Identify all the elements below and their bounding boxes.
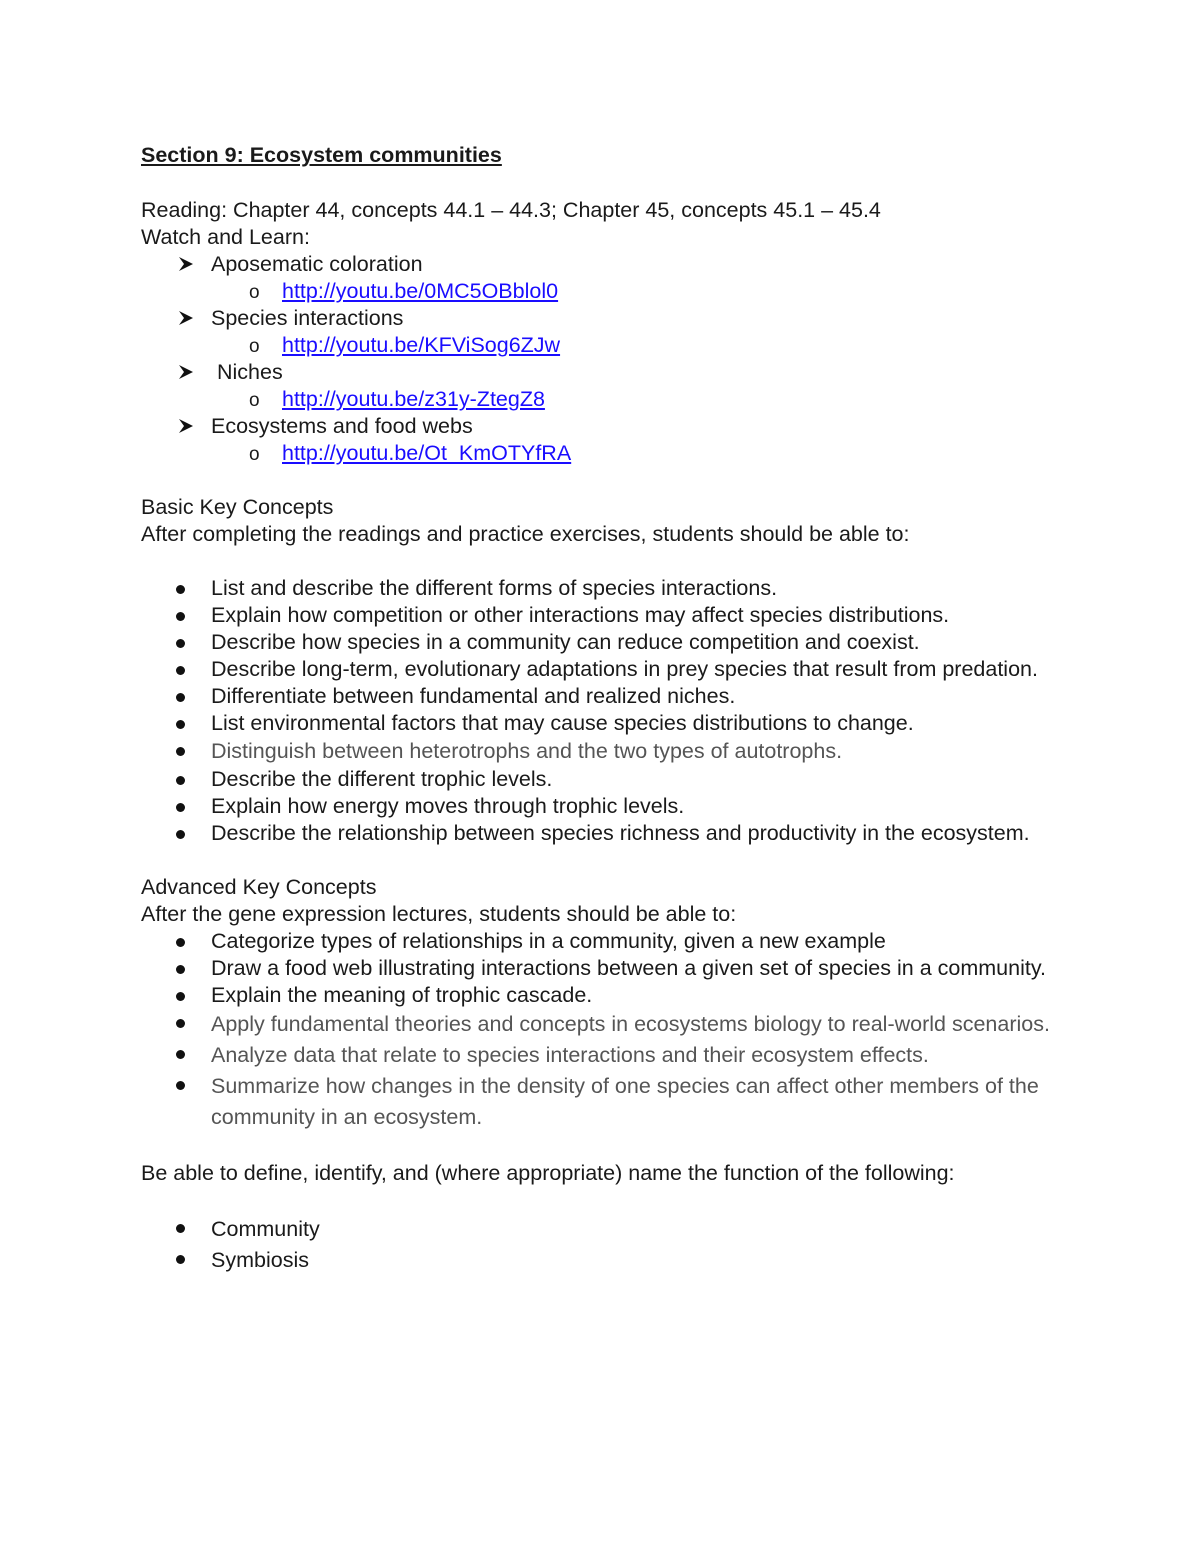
basic-intro: After completing the readings and practice exercises, students should be able to: [141,522,910,546]
advanced-heading: Advanced Key Concepts [141,875,377,899]
arrow-bullet-icon [177,363,195,381]
watch-item-label: Aposematic coloration [211,252,423,276]
bullet-dot-icon [176,666,185,675]
list-item: Summarize how changes in the density of one species can affect other members of the community in an ecosystem. [141,1071,1061,1133]
bullet-dot-icon [176,612,185,621]
bullet-dot-icon [176,693,185,702]
list-item: Draw a food web illustrating interactions between a given set of species in a community. [141,955,1061,982]
basic-heading: Basic Key Concepts [141,495,334,519]
list-item: Explain the meaning of trophic cascade. [141,982,1061,1009]
document-page [141,140,1061,1276]
bullet-dot-icon [176,585,185,594]
list-item: Explain how energy moves through trophic levels. [141,793,1061,820]
bullet-dot-icon [176,1255,185,1264]
basic-concepts-list [141,575,1061,847]
video-link[interactable]: http://youtu.be/z31y-ZtegZ8 [282,387,545,411]
watch-item-label: Species interactions [211,306,404,330]
bullet-dot-icon [176,1081,185,1090]
advanced-intro: After the gene expression lectures, students should be able to: [141,902,737,926]
list-item: Categorize types of relationships in a community, given a new example [141,928,1061,955]
watch-heading: Watch and Learn: [141,225,310,249]
arrow-bullet-icon [177,255,195,273]
video-link-row [141,332,1061,359]
bullet-dot-icon [176,776,185,785]
list-item: Symbiosis [141,1245,1061,1276]
video-link-row [141,386,1061,413]
watch-item-label: Niches [211,360,283,384]
bullet-dot-icon [176,965,185,974]
circle-bullet-icon: o [249,444,260,465]
watch-item-label: Ecosystems and food webs [211,414,473,438]
list-item: Describe the different trophic levels. [141,766,1061,793]
list-item: Describe how species in a community can reduce competition and coexist. [141,629,1061,656]
list-item: Differentiate between fundamental and realized niches. [141,683,1061,710]
list-item: Apply fundamental theories and concepts in ecosystems biology to real-world scenarios. [141,1009,1061,1040]
list-item: List environmental factors that may cause species distributions to change. [141,710,1061,737]
bullet-dot-icon [176,938,185,947]
reading-line: Reading: Chapter 44, concepts 44.1 – 44.3; Chapter 45, concepts 45.1 – 45.4 [141,198,881,222]
watch-item [141,413,1061,440]
bullet-dot-icon [176,830,185,839]
video-link-row [141,440,1061,467]
list-item: Analyze data that relate to species interactions and their ecosystem effects. [141,1040,1061,1071]
terms-list [141,1214,1061,1276]
circle-bullet-icon: o [249,390,260,411]
bullet-dot-icon [176,639,185,648]
video-link[interactable]: http://youtu.be/Ot_KmOTYfRA [282,441,572,465]
bullet-dot-icon [176,1019,185,1028]
bullet-dot-icon [176,803,185,812]
advanced-concepts-list [141,928,1061,1133]
bullet-dot-icon [176,1224,185,1233]
list-item: Describe the relationship between species richness and productivity in the ecosystem. [141,820,1061,847]
bullet-dot-icon [176,747,185,756]
list-item: Explain how competition or other interactions may affect species distributions. [141,602,1061,629]
circle-bullet-icon: o [249,282,260,303]
video-link-row [141,278,1061,305]
list-item: Describe long-term, evolutionary adaptations in prey species that result from predation. [141,656,1061,683]
arrow-bullet-icon [177,309,195,327]
bullet-dot-icon [176,992,185,1001]
video-link[interactable]: http://youtu.be/0MC5OBblol0 [282,279,559,303]
bullet-dot-icon [176,1050,185,1059]
bullet-dot-icon [176,720,185,729]
watch-item [141,251,1061,278]
section-title: Section 9: Ecosystem communities [141,143,502,167]
list-item: Community [141,1214,1061,1245]
circle-bullet-icon: o [249,336,260,357]
watch-list [141,251,1061,467]
video-link[interactable]: http://youtu.be/KFViSog6ZJw [282,333,561,357]
arrow-bullet-icon [177,417,195,435]
list-item: Distinguish between heterotrophs and the two types of autotrophs. [141,737,1061,766]
watch-item [141,305,1061,332]
define-intro: Be able to define, identify, and (where appropriate) name the function of the following: [141,1161,955,1185]
list-item: List and describe the different forms of species interactions. [141,575,1061,602]
watch-item [141,359,1061,386]
